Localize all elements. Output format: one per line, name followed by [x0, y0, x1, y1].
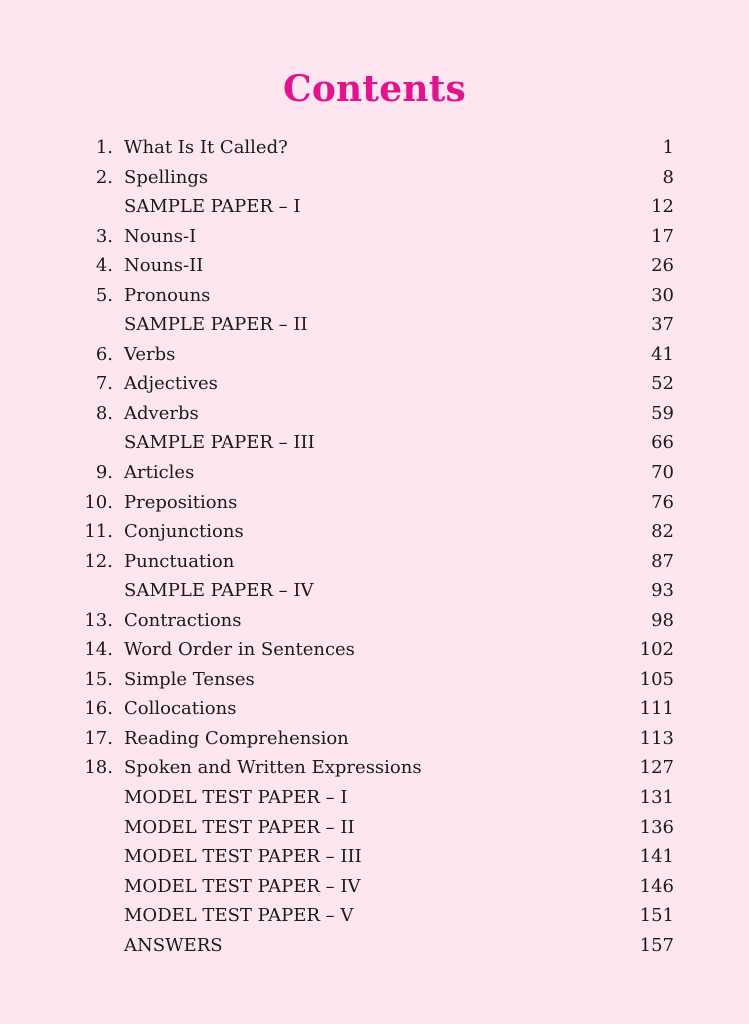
toc-entry-title[interactable]: Prepositions	[124, 491, 238, 513]
toc-entry-title[interactable]: SAMPLE PAPER – II	[124, 314, 308, 336]
toc-entry-title[interactable]: Simple Tenses	[124, 668, 255, 690]
toc-entry-title[interactable]: Adverbs	[124, 402, 199, 424]
toc-entry-title[interactable]: Spellings	[124, 166, 209, 188]
toc-entry-page-number: 26	[651, 255, 674, 277]
toc-entry-title[interactable]: Reading Comprehension	[124, 727, 349, 749]
toc-entry-title[interactable]: Spoken and Written Expressions	[124, 757, 422, 779]
toc-entry-page-number: 17	[651, 225, 674, 247]
toc-entry[interactable]	[82, 458, 676, 488]
toc-entry-page-number: 37	[651, 314, 674, 336]
toc-entry-number: 2.	[95, 166, 113, 188]
toc-entry[interactable]	[82, 428, 676, 458]
toc-entry-title[interactable]: Verbs	[124, 343, 176, 365]
toc-entry-title[interactable]: Punctuation	[124, 550, 235, 572]
toc-entry-title[interactable]: Conjunctions	[124, 521, 244, 543]
toc-entry-number: 14.	[84, 639, 113, 661]
toc-entry[interactable]	[82, 222, 676, 252]
toc-entry[interactable]	[82, 369, 676, 399]
toc-entry-number: 13.	[84, 609, 113, 631]
toc-entry-number: 1.	[95, 137, 113, 158]
toc-entry-number: 18.	[84, 757, 113, 779]
toc-entry-page-number: 157	[639, 934, 674, 956]
toc-entry[interactable]	[82, 576, 676, 606]
toc-entry[interactable]	[82, 133, 676, 163]
toc-entry[interactable]	[82, 901, 676, 931]
toc-entry[interactable]	[82, 251, 676, 281]
toc-entry[interactable]	[82, 753, 676, 783]
toc-entry-number: 7.	[95, 373, 113, 395]
toc-entry-page-number: 127	[639, 757, 674, 779]
toc-entry-title[interactable]: Pronouns	[124, 284, 211, 306]
toc-entry[interactable]	[82, 488, 676, 518]
toc-entry[interactable]	[82, 931, 676, 961]
page-title: Contents	[282, 68, 467, 110]
toc-entry-title[interactable]: Collocations	[124, 698, 237, 720]
toc-entry-page-number: 131	[639, 787, 674, 809]
toc-entry-number: 8.	[95, 402, 113, 424]
toc-entry-page-number: 146	[639, 875, 674, 897]
toc-entry[interactable]	[82, 783, 676, 813]
toc-entry-page-number: 136	[639, 816, 674, 838]
toc-entry-page-number: 105	[639, 668, 674, 690]
toc-entry[interactable]	[82, 872, 676, 902]
toc-entry-page-number: 141	[639, 846, 674, 868]
toc-entry-number: 6.	[95, 343, 113, 365]
toc-entry-number: 4.	[95, 255, 113, 277]
toc-entry[interactable]	[82, 724, 676, 754]
toc-entry-title[interactable]: Contractions	[124, 609, 242, 631]
toc-entry[interactable]	[82, 399, 676, 429]
toc-entry-number: 16.	[84, 698, 113, 720]
toc-entry[interactable]	[82, 547, 676, 577]
toc-entry-title[interactable]: MODEL TEST PAPER – IV	[124, 875, 361, 897]
toc-entry-page-number: 41	[651, 343, 674, 365]
toc-entry[interactable]	[82, 694, 676, 724]
toc-entry-title[interactable]: MODEL TEST PAPER – V	[124, 905, 354, 927]
toc-entry-title[interactable]: ANSWERS	[124, 934, 223, 956]
toc-entry-title[interactable]: Nouns-II	[124, 255, 204, 277]
toc-entry[interactable]	[82, 635, 676, 665]
toc-entry[interactable]	[82, 813, 676, 843]
toc-entry-page-number: 151	[639, 905, 674, 927]
toc-entry-page-number: 12	[651, 196, 674, 218]
toc-entry-title[interactable]: What Is It Called?	[124, 137, 288, 158]
toc-entry-title[interactable]: Articles	[124, 462, 195, 484]
toc-entry-title[interactable]: MODEL TEST PAPER – III	[124, 846, 362, 868]
toc-entry-title[interactable]: SAMPLE PAPER – IV	[124, 580, 314, 602]
toc-entry-page-number: 111	[639, 698, 674, 720]
toc-entry-number: 17.	[84, 727, 113, 749]
toc-entry-page-number: 113	[639, 727, 674, 749]
toc-entry-number: 12.	[84, 550, 113, 572]
toc-entry-title[interactable]: SAMPLE PAPER – I	[124, 196, 301, 218]
toc-entry-page-number: 1	[662, 137, 674, 158]
toc-entry-number: 5.	[95, 284, 113, 306]
toc-entry-page-number: 87	[651, 550, 674, 572]
toc-entry-number: 9.	[95, 462, 113, 484]
toc-entry[interactable]	[82, 163, 676, 193]
toc-entry-number: 11.	[84, 521, 113, 543]
toc-entry[interactable]	[82, 665, 676, 695]
toc-entry-page-number: 76	[651, 491, 674, 513]
toc-entry-page-number: 70	[651, 462, 674, 484]
toc-entry-number: 15.	[84, 668, 113, 690]
toc-entry-page-number: 93	[651, 580, 674, 602]
toc-entry-page-number: 52	[651, 373, 674, 395]
toc-entry-title[interactable]: Adjectives	[124, 373, 218, 395]
toc-entry-number: 10.	[84, 491, 113, 513]
toc-entry-page-number: 30	[651, 284, 674, 306]
toc-entry-title[interactable]: MODEL TEST PAPER – II	[124, 816, 355, 838]
toc-entry[interactable]	[82, 281, 676, 311]
toc-entry[interactable]	[82, 517, 676, 547]
toc-entry[interactable]	[82, 192, 676, 222]
toc-entry-title[interactable]: SAMPLE PAPER – III	[124, 432, 315, 454]
table-of-contents	[82, 133, 676, 960]
toc-entry[interactable]	[82, 842, 676, 872]
toc-entry-title[interactable]: Nouns-I	[124, 225, 197, 247]
toc-entry-number: 3.	[95, 225, 113, 247]
toc-entry[interactable]	[82, 340, 676, 370]
toc-entry-title[interactable]: MODEL TEST PAPER – I	[124, 787, 348, 809]
toc-entry-page-number: 66	[651, 432, 674, 454]
toc-entry-page-number: 82	[651, 521, 674, 543]
toc-entry-page-number: 59	[651, 402, 674, 424]
toc-entry[interactable]	[82, 606, 676, 636]
toc-entry-page-number: 98	[651, 609, 674, 631]
toc-entry-page-number: 8	[662, 166, 674, 188]
toc-entry-title[interactable]: Word Order in Sentences	[124, 639, 355, 661]
toc-entry[interactable]	[82, 310, 676, 340]
toc-entry-page-number: 102	[639, 639, 674, 661]
